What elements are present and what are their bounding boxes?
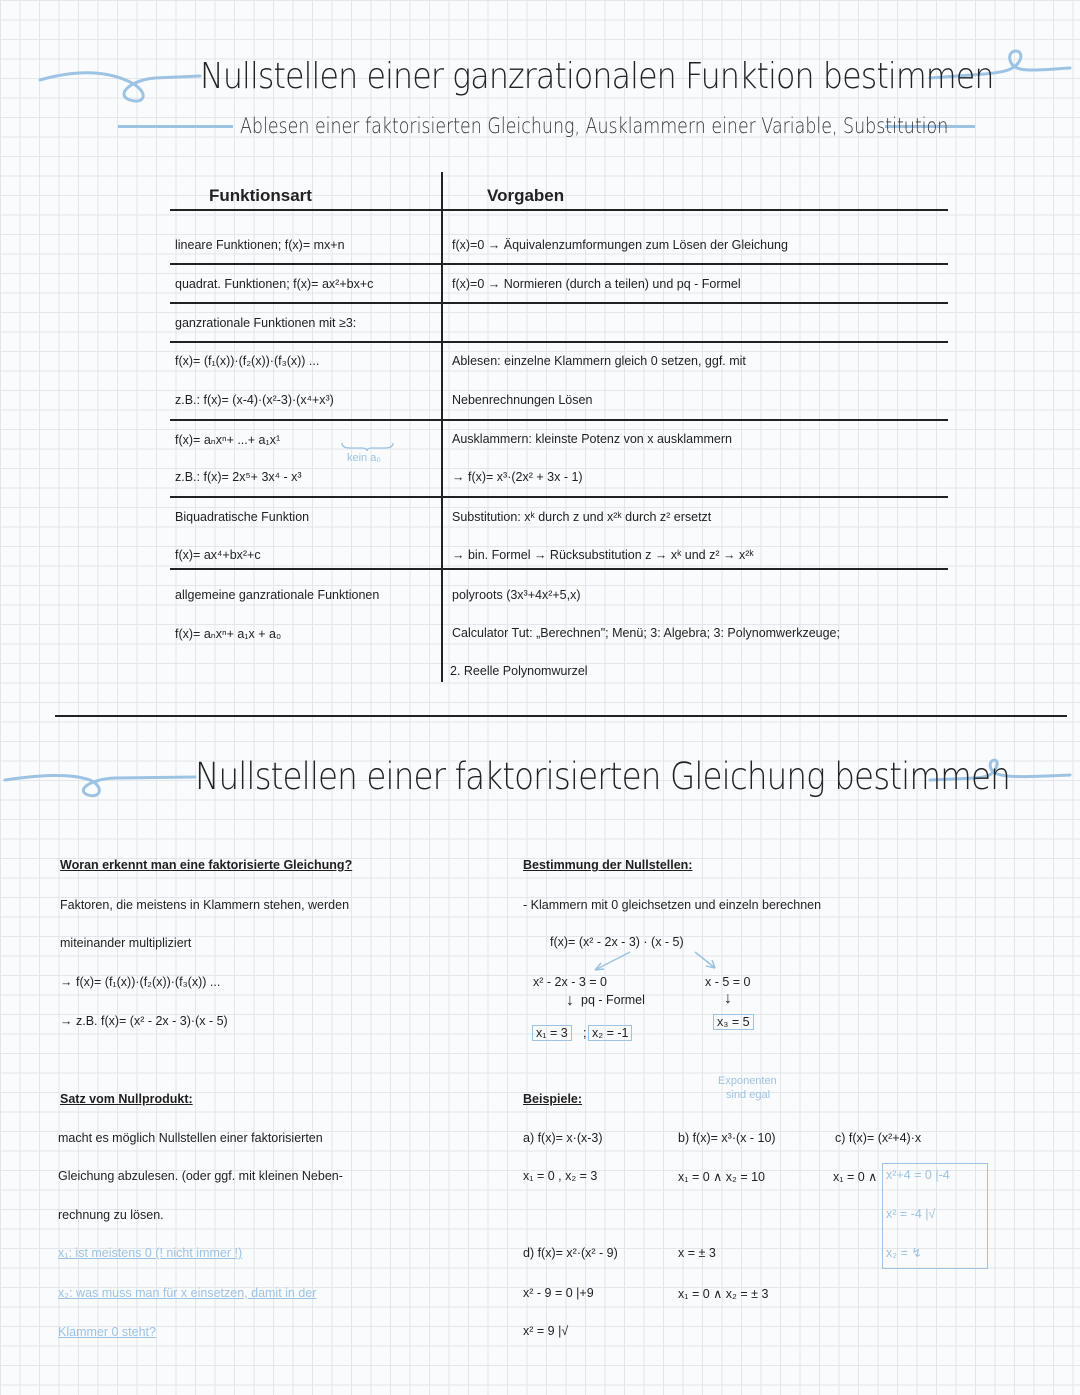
example-d-result-1: x = ± 3 (678, 1246, 716, 1260)
best-heading: Bestimmung der Nullstellen: (523, 858, 693, 872)
satz-heading: Satz vom Nullprodukt: (60, 1092, 193, 1106)
q-line-4: → z.B. f(x)= (x² - 2x - 3)·(x - 5) (60, 1014, 228, 1028)
satz-line-2: Gleichung abzulesen. (oder ggf. mit kleinen Neben- (58, 1169, 343, 1183)
satz-line-3: rechnung zu lösen. (58, 1208, 164, 1222)
example-d-result-2: x₁ = 0 ∧ x₂ = ± 3 (678, 1287, 769, 1301)
table-divider-vertical (441, 172, 443, 682)
example-d: d) f(x)= x²·(x² - 9) (523, 1246, 618, 1260)
table-header-vorgaben: Vorgaben (487, 186, 565, 205)
row-5-left: z.B.: f(x)= (x-4)·(x²-3)·(x⁴+x³) (175, 393, 334, 407)
note-3: Klammer 0 steht? (58, 1325, 156, 1339)
row-10-left: allgemeine ganzrationale Funktionen (175, 588, 380, 602)
row-line-1 (170, 263, 948, 265)
row-5-right: Nebenrechnungen Lösen (452, 393, 593, 407)
row-4-right: Ablesen: einzelne Klammern gleich 0 setzen, ggf. mit (452, 354, 746, 368)
example-c-note-1: x²+4 = 0 |-4 (886, 1168, 950, 1182)
row-9-right: → bin. Formel → Rücksubstitution z → xᵏ und z² → x²ᵏ (452, 548, 754, 562)
best-line-1: - Klammern mit 0 gleichsetzen und einzeln berechnen (523, 898, 822, 912)
row-6-left: f(x)= aₙxⁿ+ ...+ a₁x¹ (175, 433, 281, 447)
row-1-left: lineare Funktionen; f(x)= mx+n (175, 238, 345, 252)
row-12-right: 2. Reelle Polynomwurzel (450, 664, 588, 678)
swirl-decoration-left-top (35, 60, 205, 110)
best-fx: f(x)= (x² - 2x - 3) · (x - 5) (550, 935, 684, 949)
note-1: x₁: ist meistens 0 (! nicht immer !) (58, 1246, 243, 1260)
example-d-line-2: x² = 9 |√ (523, 1324, 569, 1338)
satz-line-1: macht es möglich Nullstellen einer faktorisierten (58, 1131, 323, 1145)
kein-a0-note: kein a₀ (347, 452, 381, 464)
section2-title: Nullstellen einer faktorisierten Gleichung bestimmen (195, 755, 1010, 798)
beispiele-heading: Beispiele: (523, 1092, 583, 1106)
row-line-6 (170, 568, 948, 570)
row-line-3 (170, 341, 948, 343)
row-6-right: Ausklammern: kleinste Potenz von x ausklammern (452, 432, 732, 446)
example-c-note-2: x² = -4 |√ (886, 1207, 936, 1221)
row-8-right: Substitution: xᵏ durch z und x²ᵏ durch z² ersetzt (452, 510, 712, 524)
example-b: b) f(x)= x³·(x - 10) (678, 1131, 776, 1145)
best-right-eq: x - 5 = 0 (705, 975, 751, 989)
row-1-right: f(x)=0 → Äquivalenzumformungen zum Lösen der Gleichung (452, 238, 788, 252)
example-b-solution: x₁ = 0 ∧ x₂ = 10 (678, 1170, 766, 1184)
best-x2-box: x₂ = -1 (588, 1025, 632, 1041)
example-d-line-1: x² - 9 = 0 |+9 (523, 1286, 594, 1300)
row-line-2 (170, 302, 948, 304)
subtitle-line-left (118, 125, 233, 128)
q-line-3: → f(x)= (f₁(x))·(f₂(x))·(f₃(x)) ... (60, 975, 221, 989)
table-header-funktionsart: Funktionsart (209, 186, 312, 205)
kein-a0-brace (340, 441, 395, 451)
row-2-left: quadrat. Funktionen; f(x)= ax²+bx+c (175, 277, 374, 291)
section-divider (55, 715, 1067, 717)
row-4-left: f(x)= (f₁(x))·(f₂(x))·(f₃(x)) ... (175, 354, 320, 368)
example-c-solution: x₁ = 0 ∧ (833, 1170, 878, 1184)
row-3-left: ganzrationale Funktionen mit ≥3: (175, 316, 357, 330)
table-header-line (170, 209, 948, 211)
note-2: x₂: was muss man für x einsetzen, damit in der (58, 1286, 317, 1300)
row-11-left: f(x)= aₙxⁿ+ a₁x + a₀ (175, 627, 282, 641)
example-c: c) f(x)= (x²+4)·x (835, 1131, 922, 1145)
semicolon: ; (583, 1026, 587, 1040)
row-9-left: f(x)= ax⁴+bx²+c (175, 548, 261, 562)
q-heading: Woran erkennt man eine faktorisierte Gleichung? (60, 858, 353, 872)
down-arrow-left: ↓ (566, 992, 574, 1009)
row-11-right: Calculator Tut: „Berechnen"; Menü; 3: Algebra; 3: Polynomwerkzeuge; (452, 626, 840, 640)
example-c-note-3: x₂ = ↯ (886, 1246, 922, 1260)
row-7-left: z.B.: f(x)= 2x⁵+ 3x⁴ - x³ (175, 470, 302, 484)
exp-note-1: Exponenten (718, 1075, 777, 1087)
q-line-2: miteinander multipliziert (60, 936, 192, 950)
down-arrow-right: ↓ (724, 990, 732, 1007)
best-x3-box: x₃ = 5 (713, 1014, 754, 1030)
page-subtitle: Ablesen einer faktorisierten Gleichung, Ausklammern einer Variable, Substitution (240, 114, 949, 138)
example-a: a) f(x)= x·(x-3) (523, 1131, 603, 1145)
page-title: Nullstellen einer ganzrationalen Funktion bestimmen (200, 56, 994, 97)
best-pq: pq - Formel (581, 993, 645, 1007)
row-line-5 (170, 496, 948, 498)
best-x1-box: x₁ = 3 (532, 1025, 572, 1041)
swirl-decoration-left-bottom (0, 765, 200, 805)
best-left-eq: x² - 2x - 3 = 0 (533, 975, 607, 989)
q-line-1: Faktoren, die meistens in Klammern stehen, werden (60, 898, 350, 912)
row-2-right: f(x)=0 → Normieren (durch a teilen) und pq - Formel (452, 277, 741, 291)
row-8-left: Biquadratische Funktion (175, 510, 310, 524)
exp-note-2: sind egal (726, 1089, 771, 1101)
row-7-right: → f(x)= x³·(2x² + 3x - 1) (452, 470, 583, 484)
row-line-4 (170, 419, 948, 421)
row-10-right: polyroots (3x³+4x²+5,x) (452, 588, 581, 602)
example-a-solution: x₁ = 0 , x₂ = 3 (523, 1169, 598, 1183)
